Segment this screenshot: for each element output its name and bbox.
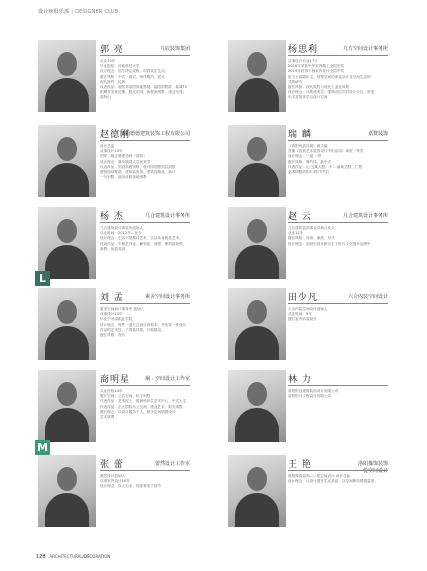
designer-company: 六合内装空间设计: [347, 294, 388, 300]
bio-line: 擅长风格：中式、欧式、现代简约、混式: [100, 74, 165, 79]
designer-name: 刘 孟: [100, 293, 124, 303]
designer-photo: [228, 288, 286, 360]
designer-bio: [288, 226, 388, 247]
bio-line: 设计理念：简出境超大空间美学: [100, 159, 151, 164]
designer-company: 嘉赞装饰: [367, 131, 388, 137]
bio-line: 国家二级注册建造师（建筑）: [100, 154, 147, 159]
bio-line: 擅长空间：公共空间、私宅别墅: [100, 394, 151, 399]
bio-line: 设计理念：以人为本，细部事成于细节: [100, 484, 162, 489]
designer-company: 蕾然设计工作室: [154, 461, 190, 467]
name-divider: [100, 55, 190, 56]
header-separator: |: [71, 9, 74, 15]
name-divider: [100, 303, 190, 304]
page-header: [38, 8, 118, 15]
bio-line: 设计理念：创设出设计源自生于时代文化提升品牌中: [288, 241, 371, 246]
designer-bio: [100, 307, 190, 338]
bio-line: 《洛阳优质环境》副主编: [288, 144, 328, 148]
designer-company: 洛阳豫饰装饰 —悦空间设计: [357, 461, 388, 474]
bio-line: 洛阳恒开工程设计有限公司: [288, 394, 332, 399]
bio-line: 设计理念：每件一道专注设计的根本，突出每一件设计: [100, 322, 187, 327]
bio-line: 新墅、优质花园: [100, 246, 126, 251]
bio-line: 2019年获得干海室内设计全国中奖: [288, 69, 344, 74]
bio-line: 洛阳豫饰装饰——悦空间设计 设计总监: [288, 474, 351, 478]
page-footer: [36, 554, 110, 560]
bio-line: 首期《首班艺术装饰设计中的应用》章贺一等奖: [288, 149, 364, 154]
bio-line: 从事设计15年: [100, 149, 123, 154]
designer-photo: [228, 125, 286, 197]
bio-line: 代表作品：洛阳邦洛阳领地售楼、福阳别墅群、新城TV: [100, 85, 188, 90]
designer-photo: [38, 40, 96, 112]
bio-line: 阳腾开发家长楼、阳光花园、新程润别墅、建业写显、: [100, 90, 187, 95]
designer-photo: [228, 370, 286, 442]
designer-bio: [100, 59, 190, 101]
bio-line: 设计理念：生活不是做设艺术，生活本身就是艺术。: [100, 236, 183, 241]
designer-bio: [100, 226, 190, 252]
designer-company: 阑 · 空间设计工作室: [145, 376, 190, 382]
bio-line: 从事设计13年: [100, 312, 123, 317]
designer-company: 九辰装饰集团: [159, 46, 190, 52]
designer-photo: [38, 288, 96, 360]
name-divider: [100, 140, 190, 141]
bio-line: 擅长理念：以设计服务于人，赋予空间情感设计: [100, 409, 176, 414]
bio-line: 擅长风格：现场、流派、形式: [288, 236, 335, 241]
bio-line: 代表作品：正大国际办公空间、建业艺术、阳光别墅: [100, 404, 183, 409]
bio-line: 2018年荣获中华室内精工全国中奖: [288, 64, 344, 69]
bio-line: 设计理念：以集建美学，强调各层次的设计分区，营造: [288, 90, 375, 95]
section-letter-l: L: [35, 271, 50, 286]
name-divider: [288, 470, 388, 471]
bio-line: 擅长室内软装设计: [288, 317, 317, 322]
bio-line: 擅长风格：现代: [100, 333, 126, 338]
designer-photo: [38, 125, 96, 197]
bio-line: 设计理念：一屋 一景: [288, 154, 322, 159]
section-letter-m: M: [35, 440, 50, 455]
bio-line: 代表作品：中相艺刊室、紫领郎、西墅、保利碧新苑、: [100, 241, 187, 246]
designer-name: 张 蕾: [100, 460, 124, 470]
designer-bio: [288, 144, 388, 175]
designer-photo: [228, 455, 286, 527]
name-divider: [288, 140, 388, 141]
bio-line: 六合内装空间设计创始人: [288, 307, 328, 311]
bio-line: 蕾然设计创始人: [100, 474, 126, 478]
bio-line: 从业11年: [288, 231, 304, 236]
footer-text: ARCHITECTURAL/DECORATION: [49, 554, 111, 559]
designer-name: 杨 杰: [100, 212, 124, 222]
bio-line: 出丰富的美学与设计空间: [288, 95, 328, 100]
bio-line: 艺术园墅洛阳5·5阳节约打: [288, 170, 330, 175]
designer-name: 田少凡: [288, 293, 319, 303]
designer-name: 杨思利: [288, 45, 319, 55]
designer-photo: [228, 207, 286, 279]
bio-line: 素舍空间设计事务所 创始人: [100, 307, 145, 311]
designer-bio: [288, 389, 388, 399]
designer-name: 王 艳: [288, 460, 312, 470]
bio-line: 现代简约、轻奢: [100, 79, 126, 84]
designer-company: 素舍空间设计事务所: [144, 294, 190, 300]
designer-company: 洛阳德德建筑装饰工程有限公司: [119, 131, 190, 137]
designer-bio: [100, 144, 190, 180]
bio-line: 代表作品：国设高级别墅、牡丹园别墅顶层别墅: [100, 164, 176, 169]
bio-line: 从事设计行业17年: [288, 59, 318, 63]
bio-line: 式的研究: [288, 79, 303, 84]
bio-line: 擅长风格：现代简约与现代工业化风格: [288, 85, 350, 90]
bio-line: 索特山: [100, 95, 111, 100]
bio-line: 设计理念：细节决定成败，用我来定生活。: [100, 69, 169, 74]
bio-line: 从业时间：9年: [288, 312, 312, 317]
header-subtitle: DESIGNER CLUB: [75, 9, 119, 15]
designer-bio: [100, 474, 190, 490]
designer-name: 赵 云: [288, 212, 312, 222]
designer-name: 赵德刚: [100, 130, 131, 140]
bio-line: 设计理念：让设计提升生活品质，以空间释放情感温度。: [288, 479, 378, 484]
bio-line: 几合建筑设计事务所创始人: [100, 226, 144, 230]
bio-line: 艺术氛围: [100, 415, 115, 420]
designer-name: 商明星: [100, 375, 131, 385]
designer-name: 林 力: [288, 375, 312, 385]
name-divider: [288, 55, 388, 56]
bio-line: 代表作品：艺术泥土、德润科环生艺术中心、中式大宅: [100, 399, 187, 404]
name-divider: [100, 470, 190, 471]
bio-line: 作品的艺术性，不着装效果，只做精品。: [100, 327, 165, 332]
designer-bio: [288, 307, 388, 323]
designer-photo: [38, 370, 96, 442]
bio-line: 设计总监: [100, 144, 115, 148]
name-divider: [100, 222, 190, 223]
designer-bio: [100, 389, 190, 420]
bio-line: 从业经验10年: [100, 389, 123, 393]
designer-company: 九方空间设计事务所: [342, 46, 388, 52]
bio-line: 德恒园别墅群、建筑装饰顶、建筑现精品，新口: [100, 170, 176, 175]
designer-company: 几合建筑设计事务所: [144, 213, 190, 219]
bio-line: 致力于高端私宅，别墅空间的家装设计及空间生活的: [288, 74, 371, 79]
bio-line: 从事室内设计15年: [100, 479, 130, 484]
designer-photo: [38, 455, 96, 527]
bio-line: 几合建筑装饰事业对新合伙人: [288, 226, 335, 230]
page-number: 128: [36, 554, 46, 560]
designer-name: 瑞 麟: [288, 130, 312, 140]
header-title: 设计师俱乐部: [38, 9, 70, 15]
name-divider: [288, 222, 388, 223]
designer-bio: [288, 474, 388, 484]
designer-bio: [288, 59, 388, 101]
designer-photo: [38, 207, 96, 279]
bio-line: 从业时间：2012年—至今: [100, 231, 142, 236]
name-divider: [100, 385, 190, 386]
bio-line: 毕业于河南职业学院: [100, 317, 133, 322]
designer-name: 郭 亮: [100, 45, 124, 55]
name-divider: [288, 385, 388, 386]
designer-company: 几合建筑设计事务所: [342, 213, 388, 219]
bio-line: 一号别墅、福舍洛阳领地别墅: [100, 175, 147, 180]
bio-line: 代表作品：山·云寓大墅、不二·新新造墅、仁墅: [288, 164, 363, 169]
designer-photo: [228, 40, 286, 112]
bio-line: 毕业院校：河南科技大学: [100, 64, 140, 69]
name-divider: [288, 303, 388, 304]
bio-line: 洛阳恒远建筑装饰设计有限公司: [288, 389, 339, 393]
bio-line: 从业10年: [100, 59, 116, 63]
bio-line: 擅长风格：简约风、新中式: [288, 159, 332, 164]
